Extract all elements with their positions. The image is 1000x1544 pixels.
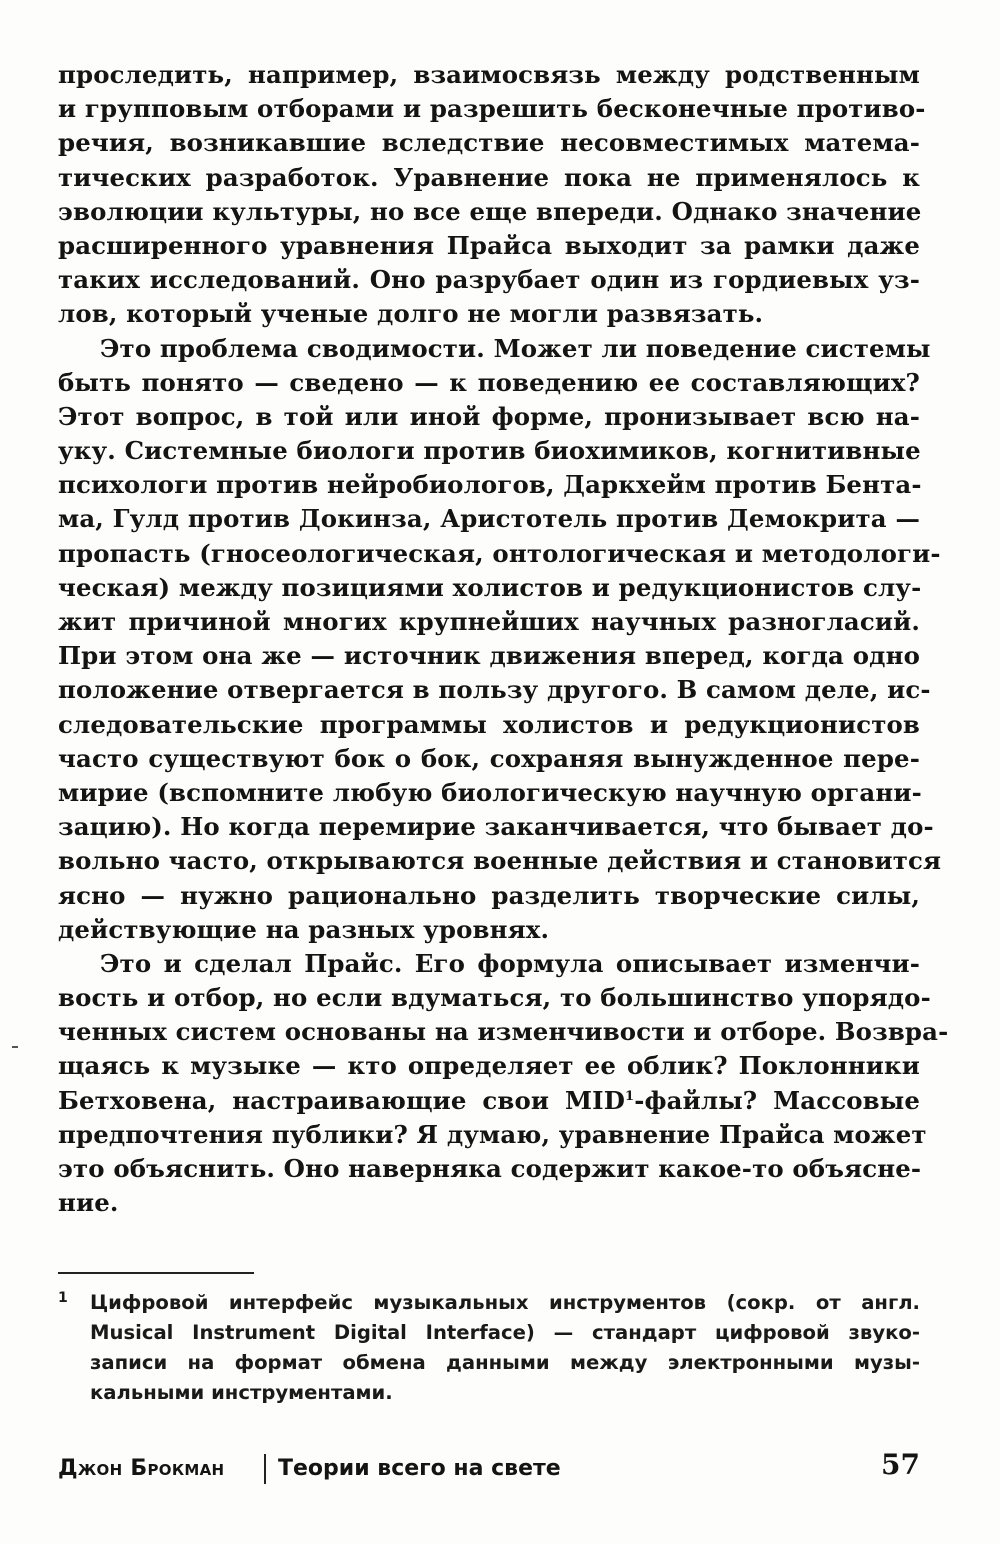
margin-mark [12, 1046, 18, 1048]
text-line: пропасть (гносеологическая, онтологическая и методологи- [58, 538, 941, 568]
text-line: мирие (вспомните любую биологическую научную органи- [58, 777, 922, 807]
text-line: тических разработок. Уравнение пока не применялось к [58, 162, 920, 192]
footnote-mark: 1 [58, 1290, 68, 1306]
text-line: ченных систем основаны на изменчивости и отборе. Возвра- [58, 1017, 949, 1047]
text-line: вольно часто, открываются военные действия и становится [58, 846, 942, 876]
text-line: быть понято — сведено — к поведению ее составляющих? [58, 367, 920, 397]
footnote [58, 1288, 920, 1408]
text-line: вость и отбор, но если вдуматься, то большинство упорядо- [58, 983, 931, 1013]
text-line: Этот вопрос, в той или иной форме, пронизывает всю на- [58, 401, 920, 431]
text-line: Это и сделал Прайс. Его формула описывает изменчи- [100, 948, 920, 978]
text-line: уку. Системные биологи против биохимиков, когнитивные [58, 436, 921, 466]
text-line: щаясь к музыке — кто определяет ее облик? Поклонники [58, 1051, 920, 1081]
footnote-body [90, 1288, 920, 1408]
text-line: эволюции культуры, но все еще впереди. Однако значение [58, 196, 922, 226]
running-footer [58, 1450, 920, 1490]
text-line: это объяснить. Оно наверняка содержит какое-то объясне- [58, 1154, 922, 1183]
text-line: следовательские программы холистов и редукционистов [58, 709, 920, 739]
footnote-line: Musical Instrument Digital Interface) — стандарт цифровой звуко- [90, 1321, 920, 1344]
text-line: ние. [58, 1188, 119, 1218]
footnote-line: Цифровой интерфейс музыкальных инструментов (сокр. от англ. [90, 1291, 920, 1314]
text-line: лов, который ученые долго не могли развязать. [58, 299, 764, 329]
mid-line-suffix: -файлы? Массовые [634, 1085, 920, 1115]
footer-book-title: Теории всего на свете [278, 1456, 561, 1481]
footnote-line: кальными инструментами. [90, 1381, 393, 1404]
text-line: речия, возникавшие вследствие несовместимых матема- [58, 128, 920, 158]
footnote-divider [58, 1272, 254, 1274]
text-line: ясно — нужно рационально разделить творческие силы, [58, 880, 920, 910]
footnote-line: записи на формат обмена данными между электронными музы- [90, 1351, 920, 1374]
text-line: Это проблема сводимости. Может ли поведение системы [100, 333, 931, 363]
text-line: ческая) между позициями холистов и редукционистов слу- [58, 572, 922, 602]
text-line: жит причиной многих крупнейших научных разногласий. [58, 607, 920, 636]
footer-separator [264, 1454, 266, 1484]
text-line: и групповым отборами и разрешить бесконечные противо- [58, 94, 926, 124]
text-line: часто существуют бок о бок, сохраняя вынужденное пере- [58, 743, 920, 773]
text-line: предпочтения публики? Я думаю, уравнение Прайса может [58, 1119, 927, 1149]
text-line: зацию). Но когда перемирие заканчивается, что бывает до- [58, 812, 934, 842]
footer-author: Джон Брокман [58, 1456, 225, 1481]
page-number: 57 [881, 1448, 920, 1481]
text-line: таких исследований. Оно разрубает один из гордиевых уз- [58, 265, 920, 295]
text-line: При этом она же — источник движения вперед, когда одно [58, 641, 920, 671]
text-line: расширенного уравнения Прайса выходит за рамки даже [58, 230, 920, 260]
main-text [58, 58, 949, 1220]
footnote-reference: 1 [625, 1088, 635, 1104]
text-line: положение отвергается в пользу другого. В самом деле, ис- [58, 675, 931, 705]
text-line: ма, Гулд против Докинза, Аристотель против Демокрита — [58, 504, 920, 534]
text-line-mid [58, 1084, 920, 1118]
text-line: действующие на разных уровнях. [58, 914, 550, 944]
mid-line-prefix: Бетховена, настраивающие свои MID [58, 1085, 626, 1115]
text-line: психологи против нейробиологов, Даркхейм против Бента- [58, 470, 922, 500]
text-line: проследить, например, взаимосвязь между родственным [58, 60, 920, 89]
